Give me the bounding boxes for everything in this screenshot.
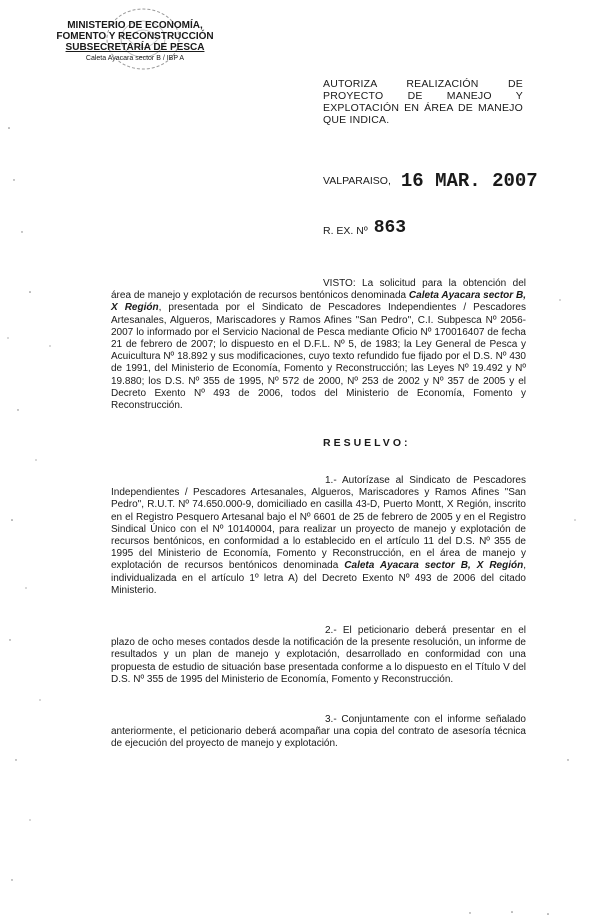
resolution-subject: AUTORIZA REALIZACIÓN DE PROYECTO DE MANEJO Y EXPLOTACIÓN EN ÁREA DE MANEJO QUE INDICA. <box>323 78 523 126</box>
letterhead-reference: Caleta Ayacara sector B / IBP A <box>85 55 185 62</box>
article-1-paragraph: 1.- Autorízase al Sindicato de Pescadores Independientes / Pescadores Artesanales, Algueros, Mariscadores y Ramos Afines "San Pedro", R.U.T. Nº 74.650.000-9, domiciliado en casilla 43-D, Puerto Montt, X Región, inscrito en el Registro Pesquero Artesanal bajo el Nº 6601 de 25 de febrero de 2005 y en el Registro Sindical Único con el Nº 10140004, para realizar un proyecto de manejo y explotación de recursos bentónicos, en conformidad a lo establecido en el artículo 11 del D.S. Nº 355 de 1995 del Ministerio de Economía, Fomento y Reconstrucción, en el área de manejo y explotación de recursos bentónicos denominada Caleta Ayacara sector B, X Región, individualizada en el artículo 1º letra A) del Decreto Exento Nº 493 de 2006 del citado Ministerio. <box>111 475 526 596</box>
date-stamp: 16 MAR. 2007 <box>400 170 538 192</box>
article-3-paragraph: 3.- Conjuntamente con el informe señalado anteriormente, el peticionario deberá acompañar una copia del contrato de asesoría técnica de ejecución del proyecto de manejo y explotación. <box>111 714 526 750</box>
date-place: VALPARAISO, <box>323 175 391 187</box>
letterhead-ministry-2: FOMENTO Y RECONSTRUCCIÓN <box>56 31 214 42</box>
resuelvo-heading: RESUELVO: <box>323 437 411 449</box>
letterhead-subsecretaria: SUBSECRETARÍA DE PESCA <box>65 42 205 53</box>
resolution-number: 863 <box>373 218 407 238</box>
area-name: Caleta Ayacara sector B, X Región <box>111 290 526 314</box>
area-name: Caleta Ayacara sector B, X Región <box>344 560 524 572</box>
visto-paragraph: VISTO: La solicitud para la obtención del área de manejo y explotación de recursos bentónicos denominada Caleta Ayacara sector B, X Región, presentada por el Sindicato de Pescadores Independientes / Pescadores Artesanales, Algueros, Mariscadores y Ramos Afines "San Pedro", C.I. Subpesca Nº 2056-2007 lo informado por el Servicio Nacional de Pesca mediante Oficio Nº 170016407 de fecha 21 de febrero de 2007; lo dispuesto en el D.F.L. Nº 5, de 1983; la Ley General de Pesca y Acuicultura Nº 18.892 y sus modificaciones, cuyo texto refundido fue fijado por el D.S. Nº 430 de 1991, del Ministerio de Economía, Fomento y Reconstrucción; las Leyes Nº 19.492 y Nº 19.880; los D.S. Nº 355 de 1995, Nº 572 de 2000, Nº 253 de 2002 y Nº 357 de 2005 y el Decreto Exento Nº 493 de 2006, todos del Ministerio de Economía, Fomento y Reconstrucción. <box>111 278 526 412</box>
article-2-paragraph: 2.- El peticionario deberá presentar en el plazo de ocho meses contados desde la notificación de la presente resolución, un informe de resultados y un plan de manejo y explotación, desarrollado en conformidad con una propuesta de estudio de situación base presentada conforme a lo dispuesto en el Título V del D.S. Nº 355 de 1995 del Ministerio de Economía, Fomento y Reconstrucción. <box>111 625 526 685</box>
resolution-label: R. EX. Nº <box>323 225 368 237</box>
letterhead-ministry: MINISTERIO DE ECONOMÍA, <box>67 20 203 31</box>
